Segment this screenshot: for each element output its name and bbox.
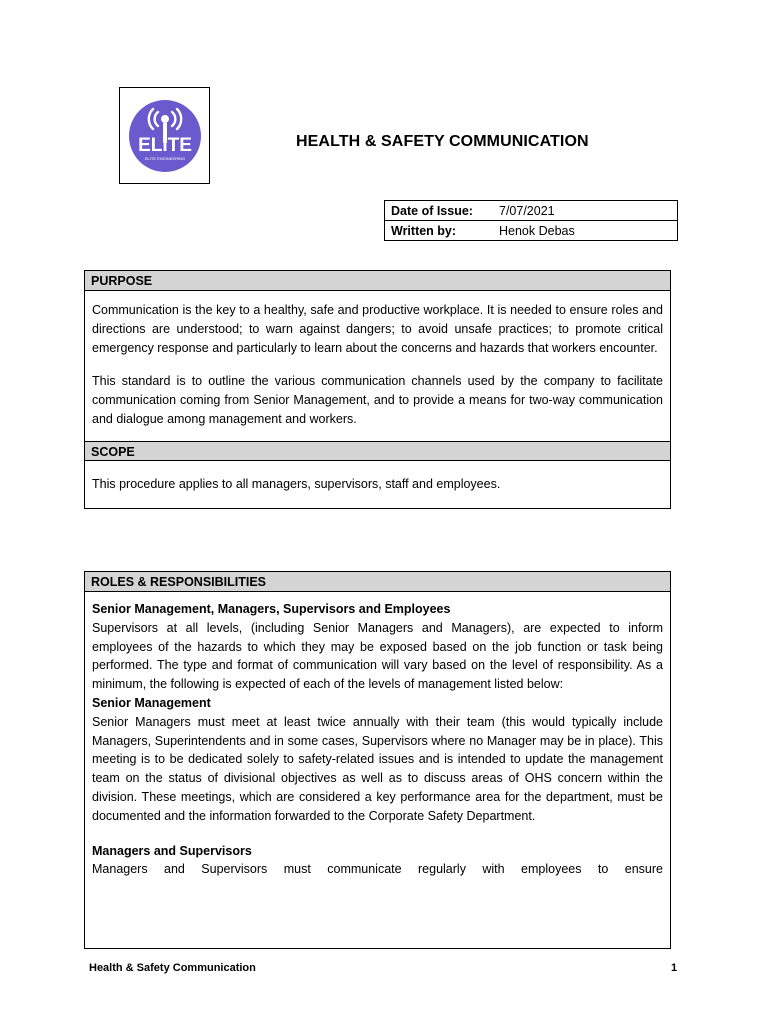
logo-text: ELITE — [137, 134, 192, 156]
roles-section — [84, 571, 671, 949]
meta-row-date — [385, 201, 678, 221]
roles-body — [85, 592, 670, 948]
roles-paragraph-3: Managers and Supervisors must communicate regularly with employees to ensure — [92, 862, 663, 877]
roles-subheading-all: Senior Management, Managers, Supervisors and Employees — [92, 602, 451, 616]
logo-frame — [119, 87, 210, 184]
roles-subheading-managers: Managers and Supervisors — [92, 843, 252, 858]
purpose-paragraph-1: Communication is the key to a healthy, safe and productive workplace. It is needed to ensure roles and directions are understood; to warn against dangers; to avoid unsafe practices; to promote critical emergency response and particularly to learn about the concerns and hazards that workers encounter. — [92, 303, 663, 355]
logo-subtext: ELITE ENGINEERING — [144, 155, 185, 161]
document-meta-table — [384, 200, 678, 241]
scope-body — [85, 461, 670, 508]
date-of-issue-label: Date of Issue: — [385, 201, 494, 221]
date-of-issue-value: 7/07/2021 — [493, 201, 678, 221]
scope-heading: SCOPE — [85, 441, 670, 461]
purpose-heading: PURPOSE — [85, 271, 670, 291]
paragraph-gap — [92, 826, 663, 842]
purpose-paragraph-2: This standard is to outline the various communication channels used by the company to facilitate communication coming from Senior Management, and to provide a means for two-way communication and dialogue among management and workers. — [92, 374, 663, 426]
roles-heading: ROLES & RESPONSIBILITIES — [85, 572, 670, 592]
written-by-label: Written by: — [385, 221, 494, 241]
page-number: 1 — [671, 962, 678, 974]
written-by-value: Henok Debas — [493, 221, 678, 241]
purpose-scope-section — [84, 270, 671, 509]
roles-paragraph-1: Supervisors at all levels, (including Senior Managers and Managers), are expected to inform employees of the hazards to which they may be exposed based on the job function or task being performed. The type and format of communication will vary based on the level of responsibility. As a minimum, the following is expected of each of the levels of management listed below: — [92, 620, 663, 692]
roles-subheading-senior: Senior Management — [92, 695, 211, 710]
scope-text: This procedure applies to all managers, supervisors, staff and employees. — [92, 476, 501, 491]
purpose-body — [85, 291, 670, 441]
meta-row-author — [385, 221, 678, 241]
footer-title: Health & Safety Communication — [89, 962, 256, 974]
elite-logo — [128, 99, 202, 173]
roles-paragraph-2: Senior Managers must meet at least twice annually with their team (this would typically include Managers, Superintendents and in some cases, Supervisors where no Manager may be in place). This meeting is to be dedicated solely to safety-related issues and is intended to update the management team on the status of divisional objectives as well as to discuss areas of OHS concern within the division. These meetings, which are considered a key performance area for the department, must be documented and the information forwarded to the Corporate Safety Department. — [92, 714, 663, 823]
document-title: HEALTH & SAFETY COMMUNICATION — [296, 133, 589, 150]
